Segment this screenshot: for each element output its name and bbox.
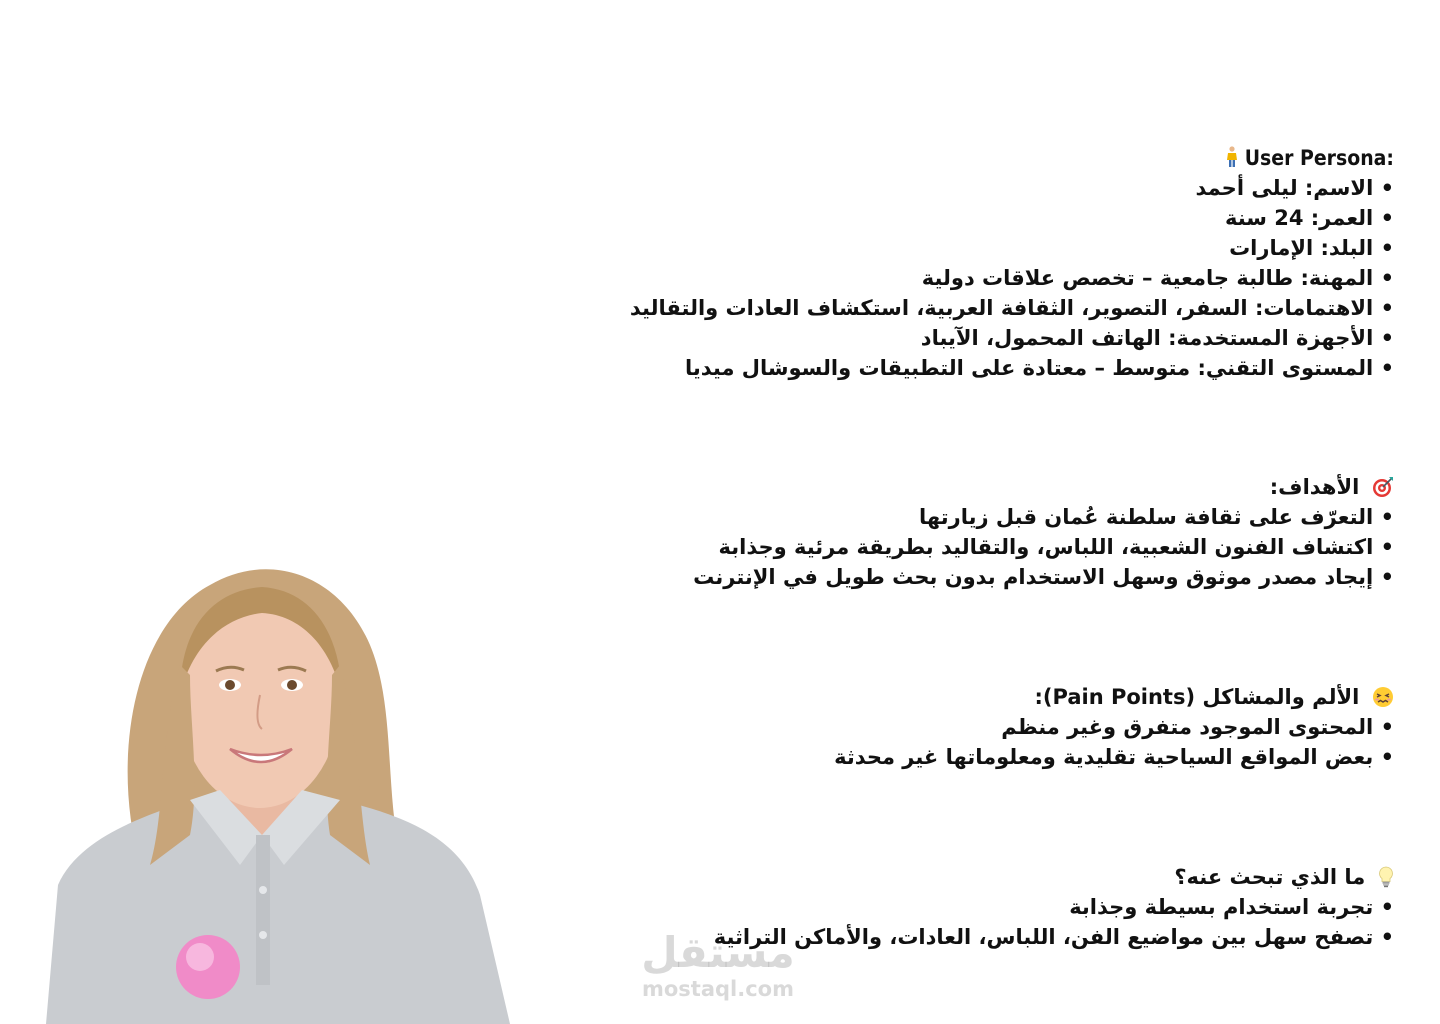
- person-standing-icon: [1225, 146, 1245, 170]
- goal-item: • إيجاد مصدر موثوق وسهل الاستخدام بدون بحث طويل في الإنترنت: [693, 565, 1394, 589]
- seeking-heading: ما الذي تبحث عنه؟: [434, 862, 1394, 892]
- pain-point-item: • بعض المواقع السياحية تقليدية ومعلوماتها غير محدثة: [834, 745, 1394, 769]
- target-icon: [1365, 475, 1394, 499]
- persona-photo: [40, 535, 520, 1024]
- persona-item: • المهنة: طالبة جامعية – تخصص علاقات دولية: [921, 266, 1394, 290]
- watermark-url: mostaql.com: [642, 977, 794, 1001]
- confounded-face-icon: [1365, 685, 1394, 709]
- persona-item: • المستوى التقني: متوسط – معتادة على التطبيقات والسوشال ميديا: [684, 356, 1394, 380]
- pain-point-item: • المحتوى الموجود متفرق وغير منظم: [1001, 715, 1394, 739]
- persona-item: • البلد: الإمارات: [1229, 236, 1394, 260]
- persona-item: • العمر: 24 سنة: [1224, 206, 1394, 230]
- persona-section: [434, 143, 1394, 383]
- watermark-logo: مستقل: [641, 928, 795, 977]
- pain-points-section: [434, 682, 1394, 772]
- seeking-section: [434, 862, 1394, 952]
- persona-item: • الاسم: ليلى أحمد: [1195, 176, 1394, 200]
- persona-item: • الأجهزة المستخدمة: الهاتف المحمول، الآيباد: [920, 326, 1394, 350]
- pain-points-heading: الألم والمشاكل (Pain Points):: [434, 682, 1394, 712]
- lightbulb-icon: [1371, 865, 1394, 889]
- goals-section: [434, 472, 1394, 592]
- goal-item: • اكتشاف الفنون الشعبية، اللباس، والتقاليد بطريقة مرئية وجذابة: [718, 535, 1394, 559]
- goal-item: • التعرّف على ثقافة سلطنة عُمان قبل زيارتها: [919, 505, 1394, 529]
- persona-heading: User Persona:: [434, 143, 1394, 173]
- seeking-item: • تصفح سهل بين مواضيع الفن، اللباس، العادات، والأماكن التراثية: [713, 925, 1394, 949]
- persona-item: • الاهتمامات: السفر، التصوير، الثقافة العربية، استكشاف العادات والتقاليد: [629, 296, 1394, 320]
- seeking-item: • تجربة استخدام بسيطة وجذابة: [1069, 895, 1394, 919]
- goals-heading: الأهداف:: [434, 472, 1394, 502]
- watermark: [628, 930, 808, 1010]
